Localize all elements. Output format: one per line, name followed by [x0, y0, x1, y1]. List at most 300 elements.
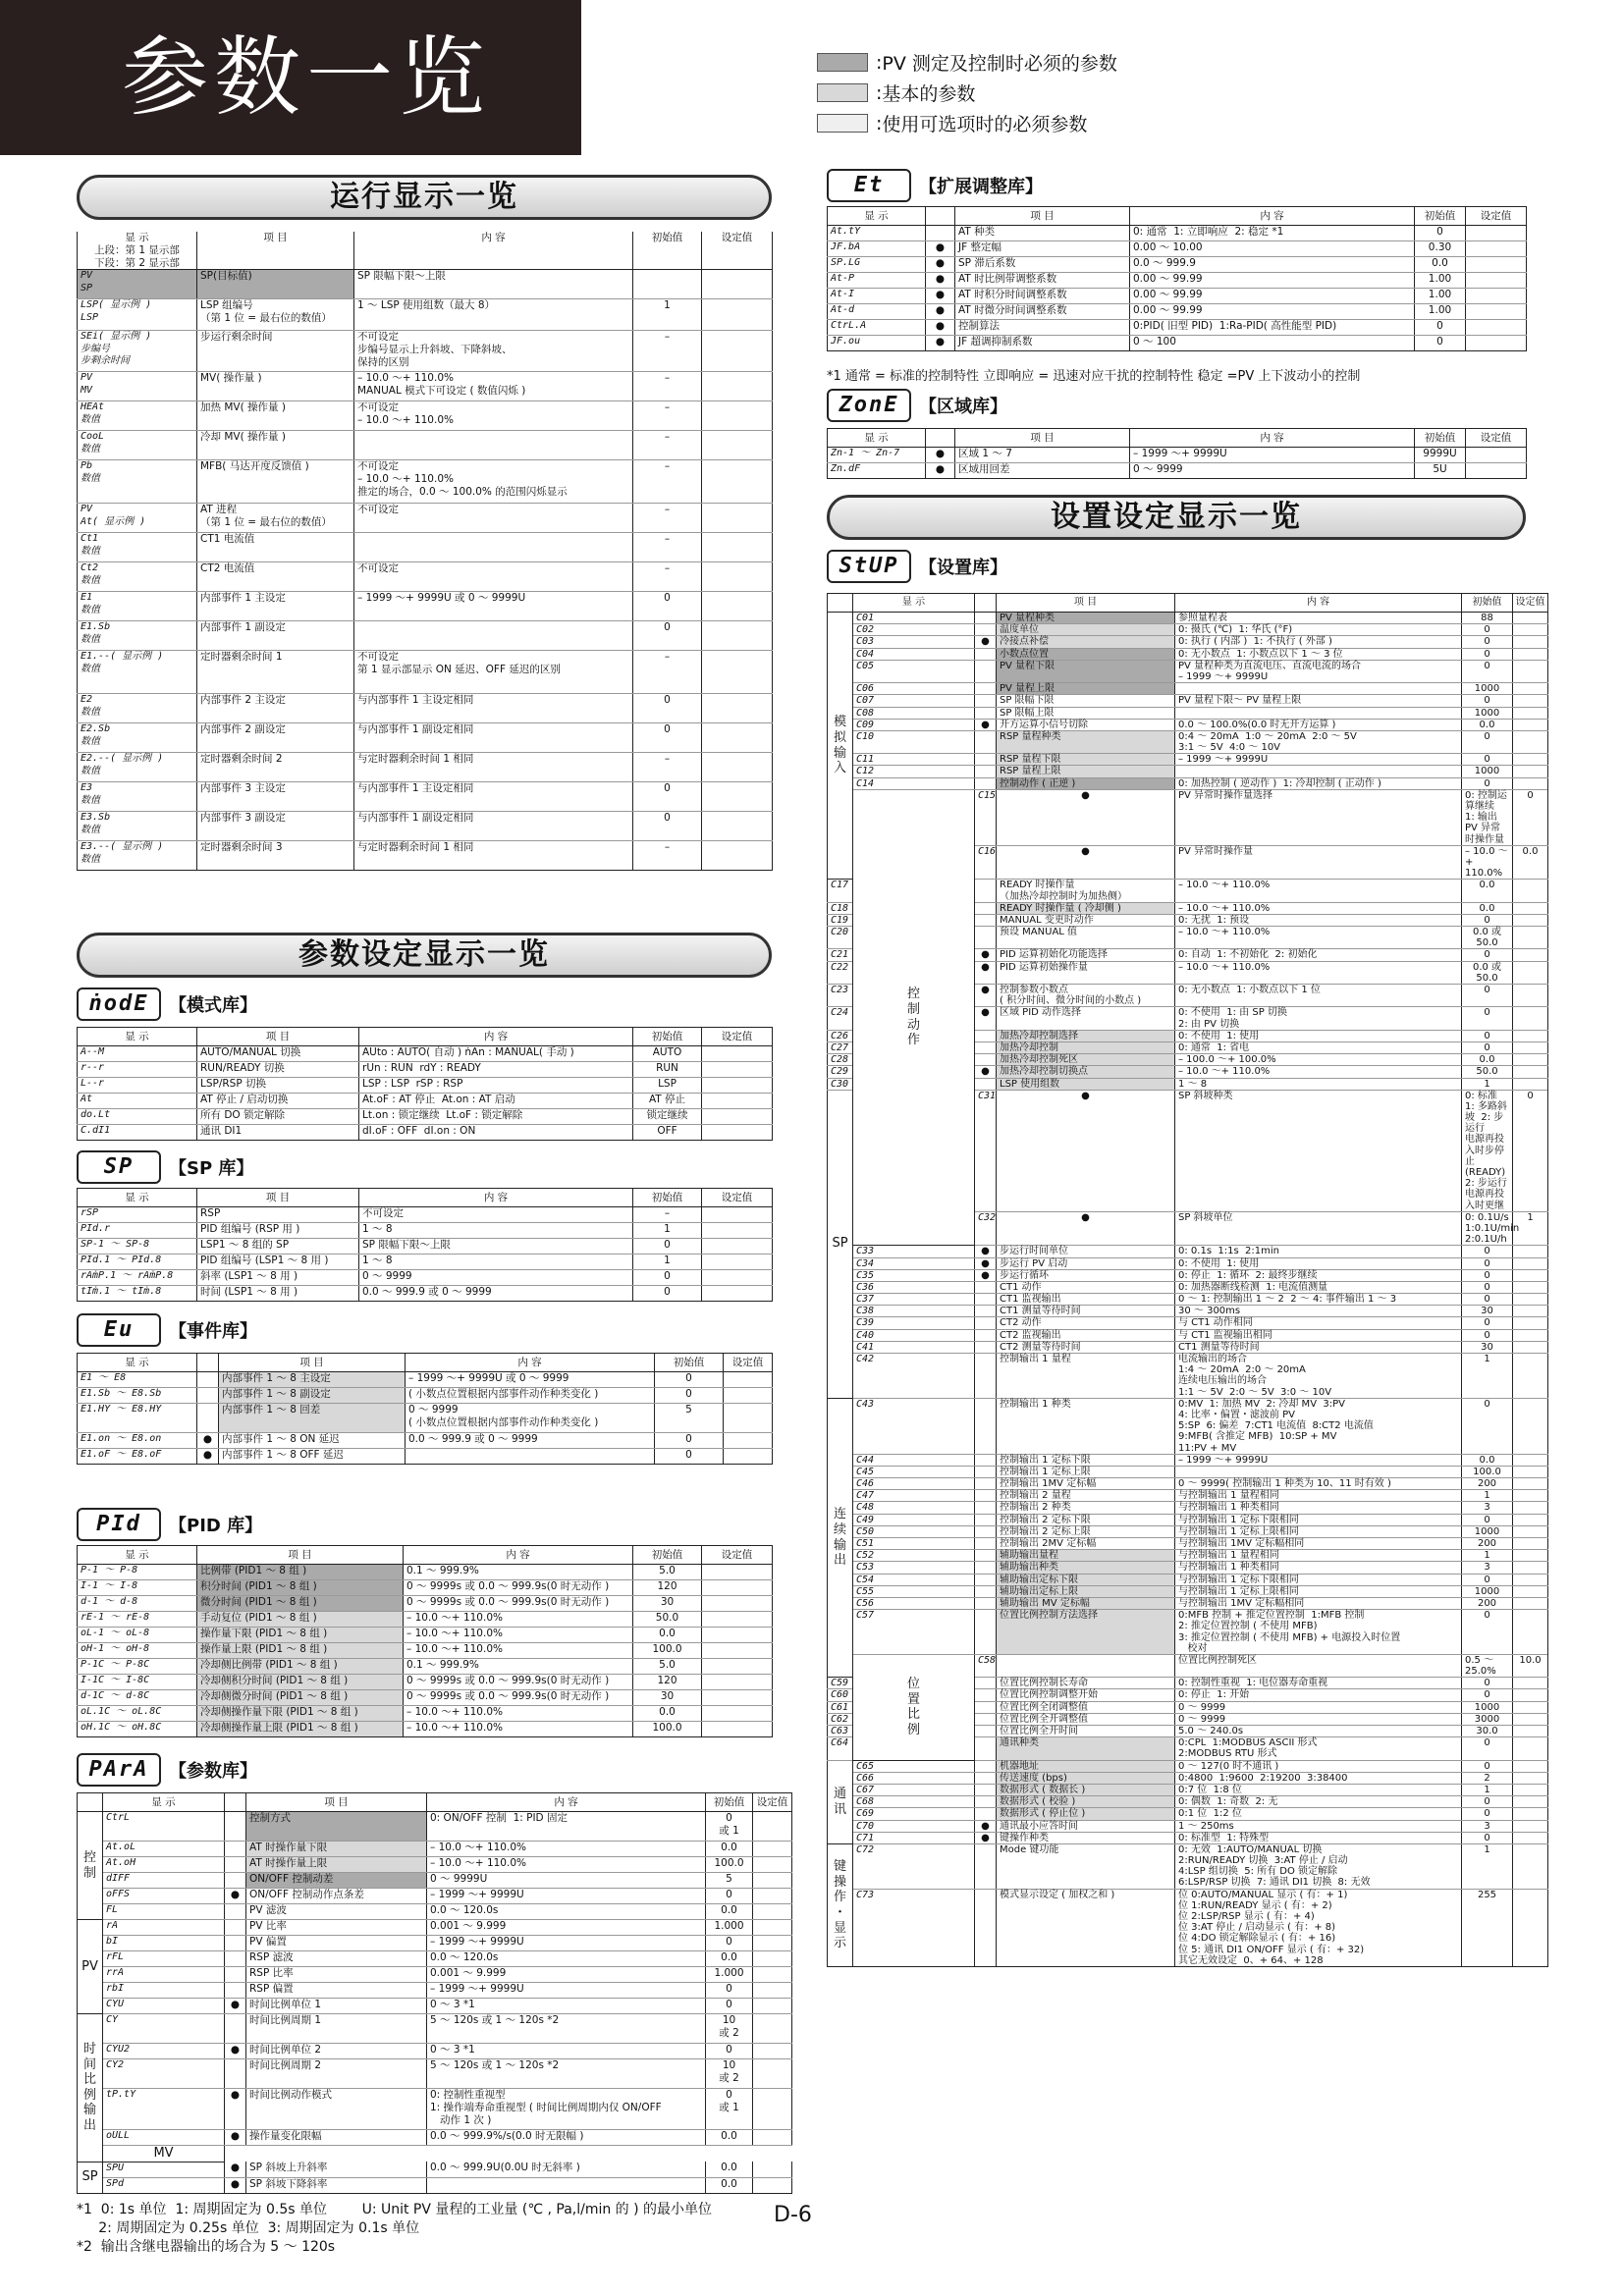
category-cell: 时 间 比 例 输 出 [78, 2014, 103, 2163]
item-cell: 传送速度 (bps) [997, 1772, 1175, 1784]
content-cell [1175, 707, 1462, 719]
option-marker-cell [225, 1951, 246, 1967]
display-code-cell: C61 [828, 1701, 853, 1713]
display-code-cell: E3.Sb 数值 [78, 812, 197, 841]
initial-value-cell: – [633, 372, 702, 401]
content-cell: 0 ～ 9999 [1175, 1701, 1462, 1713]
option-marker-cell: ● [225, 2177, 246, 2193]
display-code-cell: At-d [828, 304, 926, 320]
option-marker-cell [975, 707, 997, 719]
table-row [78, 431, 773, 460]
initial-value-cell: 0 [1462, 648, 1513, 660]
table-row [828, 1760, 1548, 1772]
bank-name: 【参数库】 [169, 1761, 257, 1782]
setting-value-cell [1513, 1678, 1548, 1689]
setting-value-cell [1466, 304, 1527, 320]
display-code-cell: 显 示 上段：第 1 显示部 下段：第 2 显示部 [78, 232, 197, 270]
table-row [78, 841, 773, 871]
item-cell: SP 斜坡种类 [1175, 1090, 1462, 1211]
setting-value-cell [1513, 1689, 1548, 1701]
display-code-cell: bI [103, 1936, 225, 1951]
header-cell: 设定值 [753, 1793, 792, 1812]
option-marker-cell [975, 1808, 997, 1820]
item-cell: RSP 量程下限 [997, 754, 1175, 766]
option-marker-cell [975, 1760, 997, 1772]
option-marker-cell [975, 1478, 997, 1490]
setting-value-cell [702, 1078, 773, 1094]
display-code-cell: C54 [853, 1574, 975, 1585]
item-cell: ON/OFF 控制动作点条差 [246, 1889, 427, 1904]
option-marker-cell: ● [926, 320, 955, 336]
initial-value-cell: 0 [633, 1270, 702, 1286]
display-code-cell: C18 [828, 902, 853, 914]
header-cell: 内 容 [427, 1793, 706, 1812]
initial-value-cell: – [633, 651, 702, 694]
option-marker-cell: ● [975, 1246, 997, 1257]
setting-value-cell [1513, 1726, 1548, 1737]
display-code-cell: rE-1 ～ rE-8 [78, 1612, 197, 1628]
display-code-cell: P-1C ～ P-8C [78, 1659, 197, 1675]
display-code-cell: Zn.dF [828, 463, 926, 479]
category-cell: 连 续 输 出 [828, 1398, 853, 1678]
content-cell: – 10.0 ～+ 110.0% [404, 1722, 633, 1737]
content-cell: 0.0 ～ 999.9 或 0 ～ 9999 [406, 1433, 655, 1449]
display-code-cell: C32 [975, 1211, 997, 1246]
content-cell: 0: 0.1s 1:1s 2:1min [1175, 1246, 1462, 1257]
item-cell: 区域用回差 [955, 463, 1130, 479]
initial-value-cell: 0.0 [706, 1842, 753, 1857]
item-cell: 辅助输出种类 [997, 1562, 1175, 1574]
initial-value-cell: 0 [655, 1433, 724, 1449]
setting-value-cell [753, 2177, 792, 2193]
display-code-cell: C48 [853, 1502, 975, 1514]
header-cell: 项 目 [219, 1354, 406, 1372]
table-row [78, 592, 773, 621]
initial-value-cell: 0 [1462, 985, 1513, 1007]
table-row [78, 812, 773, 841]
content-cell: dI.oF : OFF dI.on : ON [359, 1125, 633, 1141]
initial-value-cell: 0 [633, 592, 702, 621]
item-cell: 控制输出 1 种类 [997, 1398, 1175, 1454]
content-cell: rUn : RUN rdY : READY [359, 1062, 633, 1078]
header-cell: 显 示 [853, 594, 975, 613]
option-marker-cell [975, 730, 997, 753]
table-row [78, 270, 773, 299]
display-code-cell: rFL [103, 1951, 225, 1967]
setting-value-cell [702, 723, 773, 753]
table-row [828, 1525, 1548, 1537]
option-marker-cell [975, 880, 997, 902]
page-number: D-6 [774, 2203, 812, 2227]
initial-value-cell: 0.0 [633, 1628, 702, 1643]
setting-value-cell [1513, 1490, 1548, 1502]
content-cell: 不可设定 – 10.0 ～+ 110.0% [354, 401, 633, 431]
content-cell: – 10.0 ～+ 110.0% [404, 1628, 633, 1643]
content-cell: 1 ～ 8 [359, 1255, 633, 1270]
initial-value-cell: – [633, 401, 702, 431]
item-cell: PID 组编号 (LSP1 ～ 8 用 ) [197, 1255, 359, 1270]
setting-value-cell [702, 331, 773, 372]
initial-value-cell: 0 [1462, 1294, 1513, 1306]
content-cell: 0:MV 1: 加热 MV 2: 冷却 MV 3:PV 4: 比率・偏置・滤波前 PV 5:SP 6: 偏差 7:CT1 电流值 8:CT2 电流值 9:MFB( 含推定 MFB) 10:SP + MV 11:PV + MV [1175, 1398, 1462, 1454]
setting-value-cell [702, 401, 773, 431]
header-cell: 初始值 [706, 1793, 753, 1812]
setting-value-cell [702, 1286, 773, 1302]
item-cell: 时间比例周期 1 [246, 2014, 427, 2044]
initial-value-cell: 1000 [1462, 1701, 1513, 1713]
content-cell: 0: 偶数 1: 奇数 2: 无 [1175, 1796, 1462, 1808]
item-cell: CT1 电流值 [197, 533, 354, 562]
setting-value-cell [1513, 1525, 1548, 1537]
setting-value-cell [753, 1983, 792, 1999]
setting-value-cell [1513, 1820, 1548, 1832]
display-code-cell: C40 [853, 1329, 975, 1341]
setting-value-cell [702, 1270, 773, 1286]
content-cell: 0 ～ 1: 控制输出 1 ～ 2 2 ～ 4: 事件输出 1 ～ 3 [1175, 1294, 1462, 1306]
initial-value-cell: – [633, 431, 702, 460]
display-code-cell: C69 [853, 1808, 975, 1820]
display-code-cell: C15 [975, 789, 997, 845]
display-code-cell: E1.--( 显示例 ) 数值 [78, 651, 197, 694]
setting-value-cell [702, 1046, 773, 1062]
display-code-cell: I-1C ～ I-8C [78, 1675, 197, 1690]
bank-code: SP [77, 1150, 161, 1184]
item-cell: 时间比例周期 2 [246, 2059, 427, 2089]
display-code-cell: C30 [828, 1078, 853, 1090]
item-cell: PV 异常时操作量选择 [1175, 789, 1462, 845]
setting-value-cell [702, 1565, 773, 1580]
content-cell: – 10.0 ～+ 110.0% [404, 1706, 633, 1722]
content-cell: 不可设定 第 1 显示部显示 ON 延迟、OFF 延迟的区别 [354, 651, 633, 694]
option-marker-cell [997, 1654, 1175, 1677]
table-row [78, 232, 773, 270]
option-marker-cell: ● [997, 845, 1175, 880]
content-cell: 与控制输出 1 定标下限相同 [1175, 1574, 1462, 1585]
content-cell: 0.00 ～ 99.99 [1130, 304, 1415, 320]
item-cell: 内部事件 1 ～ 8 ON 延迟 [219, 1433, 406, 1449]
setting-value-cell [1513, 1713, 1548, 1725]
initial-value-cell: – [633, 1207, 702, 1223]
table-row [828, 695, 1548, 707]
content-cell: 0: 不使用 1: 使用 [1175, 1030, 1462, 1041]
setting-value-cell [1513, 1306, 1548, 1317]
table-row [828, 1550, 1548, 1562]
item-cell: 位置比例全开调整值 [997, 1713, 1175, 1725]
content-cell: – 1999 ～+ 9999U 或 0 ～ 9999U [354, 592, 633, 621]
content-cell: 0.0 ～ 999.9U(0.0U 时无斜率 ) [427, 2162, 706, 2177]
table-row [78, 1125, 773, 1141]
display-code-cell: C56 [853, 1597, 975, 1609]
option-marker-cell [975, 660, 997, 682]
initial-value-cell: 0 [1462, 1796, 1513, 1808]
table-row [78, 1612, 773, 1628]
header-cell: 项 目 [997, 594, 1175, 613]
option-marker-cell [975, 1550, 997, 1562]
display-code-cell: E1.HY ～ E8.HY [78, 1404, 197, 1433]
setting-value-cell [702, 1062, 773, 1078]
table-row [78, 2162, 792, 2177]
content-cell: 0.001 ～ 9.999 [427, 1920, 706, 1936]
table-row [828, 1784, 1548, 1795]
item-cell: 控制输出 2 定标上限 [997, 1525, 1175, 1537]
table-row [78, 372, 773, 401]
initial-value-cell: 50.0 [1462, 1066, 1513, 1078]
table-row [828, 766, 1548, 777]
item-cell: MV( 操作量 ) [197, 372, 354, 401]
display-code-cell: oL-1 ～ oL-8 [78, 1628, 197, 1643]
item-cell: SP 限幅下限 [997, 695, 1175, 707]
header-cell: 项 目 [197, 1028, 359, 1046]
header-cell: 初始值 [633, 1189, 702, 1207]
option-marker-cell [975, 1597, 997, 1609]
display-code-cell: C02 [853, 624, 975, 636]
initial-value-cell: 0 [1462, 1808, 1513, 1820]
display-code-cell: rA [103, 1920, 225, 1936]
display-code-cell: C03 [853, 636, 975, 648]
initial-value-cell: 0 [1462, 1574, 1513, 1585]
display-code-cell: dIFF [103, 1873, 225, 1889]
item-cell: LSP 组编号 （第 1 位 = 最右位的数值） [197, 299, 354, 331]
bank-code: Eu [77, 1313, 161, 1347]
content-cell: 0 ～ 9999 [1175, 1713, 1462, 1725]
display-code-cell: L--r [78, 1078, 197, 1094]
content-cell: 0.00 ～ 99.99 [1130, 289, 1415, 304]
setting-value-cell [753, 1920, 792, 1936]
initial-value-cell: 0 [1462, 1329, 1513, 1341]
display-code-cell: C57 [853, 1610, 975, 1655]
table-row [828, 707, 1548, 719]
item-cell: 控制动作 ( 正逆 ) [997, 777, 1175, 789]
item-cell: CT1 监视输出 [997, 1294, 1175, 1306]
table-row [78, 2014, 792, 2044]
event-bank-table [77, 1353, 773, 1465]
option-marker-cell: ● [926, 463, 955, 479]
content-cell: 0: 控制运算继续 1: 输出 PV 异常时操作量 [1462, 789, 1513, 845]
table-row [78, 1706, 773, 1722]
content-cell: – 10.0 ～+ 110.0% [1175, 961, 1462, 984]
initial-value-cell: 0.0 [1462, 1454, 1513, 1466]
content-cell: 0 ～ 9999s 或 0.0 ～ 999.9s(0 时无动作 ) [404, 1596, 633, 1612]
section-title-param: 参数设定显示一览 [77, 933, 772, 978]
table-row [78, 1983, 792, 1999]
display-code-cell: rSP [78, 1207, 197, 1223]
initial-value-cell: 30 [633, 1596, 702, 1612]
section-title-run: 运行显示一览 [77, 175, 772, 220]
option-marker-cell: ● [926, 241, 955, 257]
item-cell: AT 时操作量上限 [246, 1857, 427, 1873]
initial-value-cell: 3 [1462, 1562, 1513, 1574]
display-code-cell: d-1C ～ d-8C [78, 1690, 197, 1706]
header-row [78, 1354, 773, 1372]
item-cell: PID 运算初始化功能选择 [997, 949, 1175, 961]
content-cell: 0 ～ 9999U [427, 1873, 706, 1889]
setting-value-cell [702, 533, 773, 562]
initial-value-cell: 0 [655, 1449, 724, 1465]
content-cell: – 10.0 ～+ 110.0% [404, 1643, 633, 1659]
header-cell [828, 594, 853, 613]
setting-value-cell [1513, 1562, 1548, 1574]
content-cell: 0: 通常 1: 立即响应 2: 稳定 *1 [1130, 226, 1415, 241]
content-cell: 1 ～ LSP 使用组数（最大 8） [354, 299, 633, 331]
setting-value-cell [1466, 289, 1527, 304]
option-marker-cell [975, 1490, 997, 1502]
content-cell: AUto : AUTO( 自动 ) ṅAn : MANUAL( 手动 ) [359, 1046, 633, 1062]
option-marker-cell [975, 1078, 997, 1090]
initial-value-cell: 1 [1462, 1784, 1513, 1795]
item-cell: JF 超调抑制系数 [955, 336, 1130, 351]
table-row [78, 1951, 792, 1967]
option-marker-cell [926, 226, 955, 241]
setting-value-cell [1513, 613, 1548, 624]
display-code-cell: C04 [853, 648, 975, 660]
category-cell: 控 制 [78, 1812, 103, 1920]
initial-value-cell: 0.0 [706, 2130, 753, 2146]
item-cell: CT1 测量等待时间 [997, 1306, 1175, 1317]
display-code-cell: C71 [853, 1832, 975, 1843]
option-marker-cell [975, 1454, 997, 1466]
table-row [78, 1239, 773, 1255]
display-code-cell: E3 数值 [78, 782, 197, 812]
setting-value-cell [1513, 1701, 1548, 1713]
setting-value-cell [753, 2162, 792, 2177]
item-cell: 步运行循环 [997, 1269, 1175, 1281]
table-row [828, 1585, 1548, 1597]
option-marker-cell [225, 1812, 246, 1842]
option-marker-cell: ● [225, 2162, 246, 2177]
zone-bank-table [827, 428, 1527, 479]
content-cell: 0 ～ 3 *1 [427, 1999, 706, 2014]
section-title-setup: 设置设定显示一览 [827, 495, 1526, 540]
content-cell: 不可设定 [354, 504, 633, 533]
table-row [78, 1286, 773, 1302]
initial-value-cell: 1.00 [1415, 289, 1466, 304]
setting-value-cell [1513, 949, 1548, 961]
item-cell: 内部事件 1 ～ 8 主设定 [219, 1372, 406, 1388]
display-code-cell: JF.bA [828, 241, 926, 257]
content-cell: 0: 0.1U/s 1:0.1U/min 2:0.1U/h [1462, 1211, 1513, 1246]
setting-value-cell: 设定值 [702, 232, 773, 270]
display-code-cell: C20 [828, 927, 853, 949]
option-marker-cell: ● [225, 1999, 246, 2014]
table-row [828, 273, 1527, 289]
display-code-cell: C.dI1 [78, 1125, 197, 1141]
item-cell: 步运行 PV 启动 [997, 1257, 1175, 1269]
content-cell: 0: 自动 1: 不初始化 2: 初始化 [1175, 949, 1462, 961]
setting-value-cell [1513, 1574, 1548, 1585]
display-code-cell: tP.tY [103, 2089, 225, 2130]
display-code-cell: E1.Sb ～ E8.Sb [78, 1388, 197, 1404]
header-cell: 显 示 [78, 1546, 197, 1565]
setting-value-cell [1513, 1772, 1548, 1784]
display-code-cell: C11 [853, 754, 975, 766]
item-cell: 控制输出 1 定标上限 [997, 1466, 1175, 1477]
item-cell: SP 斜坡下降斜率 [246, 2177, 427, 2193]
content-cell: 与控制输出 1 种类相同 [1175, 1562, 1462, 1574]
header-cell [975, 594, 997, 613]
initial-value-cell: 100.0 [1462, 1466, 1513, 1477]
header-cell: 初始值 [1415, 429, 1466, 448]
parameter-bank-table [77, 1792, 792, 2194]
header-cell: 设定值 [702, 1546, 773, 1565]
header-cell: 内 容 [359, 1028, 633, 1046]
item-cell: 控制输出 2MV 定标幅 [997, 1538, 1175, 1550]
header-cell: 显 示 [828, 429, 926, 448]
table-row [78, 1094, 773, 1109]
table-row [78, 1920, 792, 1936]
display-code-cell: C72 [853, 1843, 975, 1889]
initial-value-cell: 1000 [1462, 1585, 1513, 1597]
header-row [78, 1028, 773, 1046]
setting-value-cell [702, 1109, 773, 1125]
setting-value-cell [1466, 257, 1527, 273]
initial-value-cell: 1 [633, 1255, 702, 1270]
initial-value-cell: 0 [1462, 1514, 1513, 1525]
display-code-cell: oH.1C ～ oH.8C [78, 1722, 197, 1737]
item-cell: PV 异常时操作量 [1175, 845, 1462, 880]
display-code-cell: C10 [853, 730, 975, 753]
item-cell: 操作量上限 (PID1 ～ 8 组 ) [197, 1643, 404, 1659]
item-cell: 冷却侧积分时间 (PID1 ～ 8 组 ) [197, 1675, 404, 1690]
item-cell: 步运行剩余时间 [197, 331, 354, 372]
table-row [828, 1796, 1548, 1808]
setting-value-cell [724, 1449, 773, 1465]
display-code-cell: C12 [853, 766, 975, 777]
bank-name: 【PID 库】 [169, 1516, 263, 1536]
item-cell: 控制算法 [955, 320, 1130, 336]
item-cell: RSP [197, 1207, 359, 1223]
setting-value-cell [1513, 1007, 1548, 1030]
header-cell [926, 207, 955, 226]
display-code-cell: CY [103, 2014, 225, 2044]
content-cell: – 10.0 ～+ 110.0% [1175, 902, 1462, 914]
display-code-cell: PV At( 显示例 ) [78, 504, 197, 533]
item-cell: 加热冷却控制死区 [997, 1054, 1175, 1066]
setting-value-cell [702, 651, 773, 694]
display-code-cell: C46 [853, 1478, 975, 1490]
content-cell: – 1999 ～+ 9999U [1175, 1454, 1462, 1466]
item-cell: 操作量变化限幅 [246, 2130, 427, 2146]
display-code-cell: C70 [853, 1820, 975, 1832]
table-row [78, 1904, 792, 1920]
item-cell: 比例带 (PID1 ～ 8 组 ) [197, 1565, 404, 1580]
item-cell: 内部事件 3 主设定 [197, 782, 354, 812]
option-marker-cell [975, 1306, 997, 1317]
table-row [828, 1329, 1548, 1341]
initial-value-cell: 5U [1415, 463, 1466, 479]
table-row [78, 1842, 792, 1857]
header-cell: 内 容 [359, 1189, 633, 1207]
display-code-cell: C31 [975, 1090, 997, 1211]
color-legend [817, 47, 1117, 138]
option-marker-cell [975, 914, 997, 926]
header-cell: 设定值 [702, 1189, 773, 1207]
setting-value-cell [1513, 1737, 1548, 1760]
option-marker-cell [225, 1842, 246, 1857]
table-row [78, 504, 773, 533]
initial-value-cell: 0 [706, 1936, 753, 1951]
display-code-cell: E1.Sb 数值 [78, 621, 197, 651]
content-cell: CT1 测量等待时间 [1175, 1341, 1462, 1353]
display-code-cell: HEAt 数值 [78, 401, 197, 431]
setting-value-cell [753, 1951, 792, 1967]
table-row [828, 777, 1548, 789]
setting-value-cell [702, 1255, 773, 1270]
option-marker-cell [975, 1889, 997, 1966]
content-cell [354, 621, 633, 651]
initial-value-cell: 0 [1462, 1317, 1513, 1329]
option-marker-cell [975, 1585, 997, 1597]
table-row [78, 1255, 773, 1270]
